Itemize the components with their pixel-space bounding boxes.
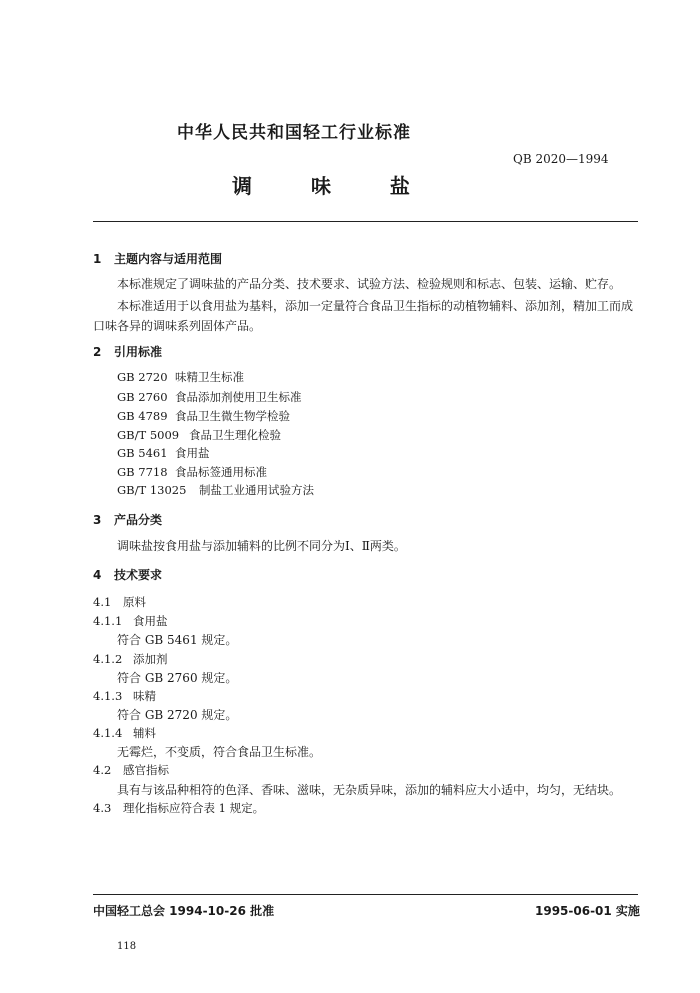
- reference-code: GB/T 5009: [117, 428, 180, 442]
- reference-title: 食用盐: [175, 446, 210, 460]
- section-4-heading: [93, 566, 162, 583]
- section-title: 主题内容与适用范围: [114, 252, 223, 266]
- section-3-heading: [93, 511, 162, 528]
- clause-4-2-text: 具有与该品种相符的色泽、香味、滋味，无杂质异味，添加的辅料应大小适中，均匀，无结块。: [117, 783, 622, 797]
- clause-4-1-2-text: 符合 GB 2760 规定。: [117, 671, 238, 685]
- section-number: 2: [93, 345, 102, 359]
- section-3-paragraph: 调味盐按食用盐与添加辅料的比例不同分为Ⅰ、Ⅱ两类。: [117, 539, 406, 553]
- bottom-divider: [93, 894, 638, 895]
- section-1-paragraph-2-cont: 口味各异的调味系列固体产品。: [93, 319, 262, 333]
- clause-4-1-1: [93, 613, 168, 629]
- standard-number: QB 2020—1994: [513, 152, 609, 166]
- reference-item: [117, 464, 267, 480]
- reference-code: GB 2720: [117, 370, 168, 384]
- section-number: 1: [93, 252, 102, 266]
- clause-4-1-2: [93, 651, 168, 667]
- clause-number: 4.1.2: [93, 652, 123, 666]
- clause-4-1-4-text: 无霉烂，不变质，符合食品卫生标准。: [117, 745, 322, 759]
- reference-item: [117, 389, 302, 405]
- reference-code: GB 5461: [117, 446, 168, 460]
- clause-title: 味精: [133, 689, 156, 703]
- clause-number: 4.1.4: [93, 726, 123, 740]
- clause-number: 4.1.3: [93, 689, 123, 703]
- reference-title: 食品卫生理化检验: [189, 428, 281, 442]
- reference-title: 食品标签通用标准: [175, 465, 267, 479]
- reference-title: 食品添加剂使用卫生标准: [175, 390, 302, 404]
- clause-title: 理化指标应符合表 1 规定。: [123, 801, 265, 815]
- clause-number: 4.2: [93, 763, 112, 777]
- section-number: 4: [93, 568, 102, 582]
- clause-4-1-3-text: 符合 GB 2720 规定。: [117, 708, 238, 722]
- section-1-heading: [93, 250, 222, 267]
- clause-title: 辅料: [133, 726, 156, 740]
- clause-4-1-3: [93, 688, 156, 704]
- clause-4-1-4: [93, 725, 156, 741]
- document-title: 调 味 盐: [232, 174, 436, 198]
- approval-line: 中国轻工总会 1994-10-26 批准: [93, 904, 275, 918]
- top-divider: [93, 221, 638, 222]
- clause-number: 4.3: [93, 801, 112, 815]
- section-2-heading: [93, 343, 162, 360]
- clause-number: 4.1: [93, 595, 112, 609]
- reference-item: [117, 445, 210, 461]
- clause-title: 原料: [123, 595, 146, 609]
- reference-item: [117, 427, 281, 443]
- clause-title: 食用盐: [133, 614, 168, 628]
- section-number: 3: [93, 513, 102, 527]
- clause-title: 感官指标: [123, 763, 169, 777]
- issuing-body-title: 中华人民共和国轻工行业标准: [177, 123, 411, 143]
- clause-4-3: [93, 800, 264, 816]
- clause-title: 添加剂: [133, 652, 168, 666]
- section-title: 引用标准: [114, 345, 163, 359]
- implementation-date: 1995-06-01 实施: [535, 904, 640, 918]
- page-number: 118: [117, 941, 137, 952]
- clause-4-1-1-text: 符合 GB 5461 规定。: [117, 633, 238, 647]
- clause-number: 4.1.1: [93, 614, 123, 628]
- reference-code: GB 4789: [117, 409, 168, 423]
- reference-item: [117, 408, 290, 424]
- clause-4-2: [93, 762, 169, 778]
- reference-code: GB 7718: [117, 465, 168, 479]
- reference-item: [117, 482, 314, 498]
- reference-title: 食品卫生微生物学检验: [175, 409, 290, 423]
- clause-4-1: [93, 594, 146, 610]
- section-1-paragraph-1: 本标准规定了调味盐的产品分类、技术要求、试验方法、检验规则和标志、包装、运输、贮存。: [117, 277, 622, 291]
- reference-title: 味精卫生标准: [175, 370, 244, 384]
- reference-title: 制盐工业通用试验方法: [199, 483, 314, 497]
- reference-code: GB 2760: [117, 390, 168, 404]
- reference-code: GB/T 13025: [117, 483, 187, 497]
- reference-item: [117, 369, 244, 385]
- section-title: 技术要求: [114, 568, 163, 582]
- section-title: 产品分类: [114, 513, 163, 527]
- section-1-paragraph-2: 本标准适用于以食用盐为基料，添加一定量符合食品卫生指标的动植物辅料、添加剂，精加工而成: [117, 299, 634, 313]
